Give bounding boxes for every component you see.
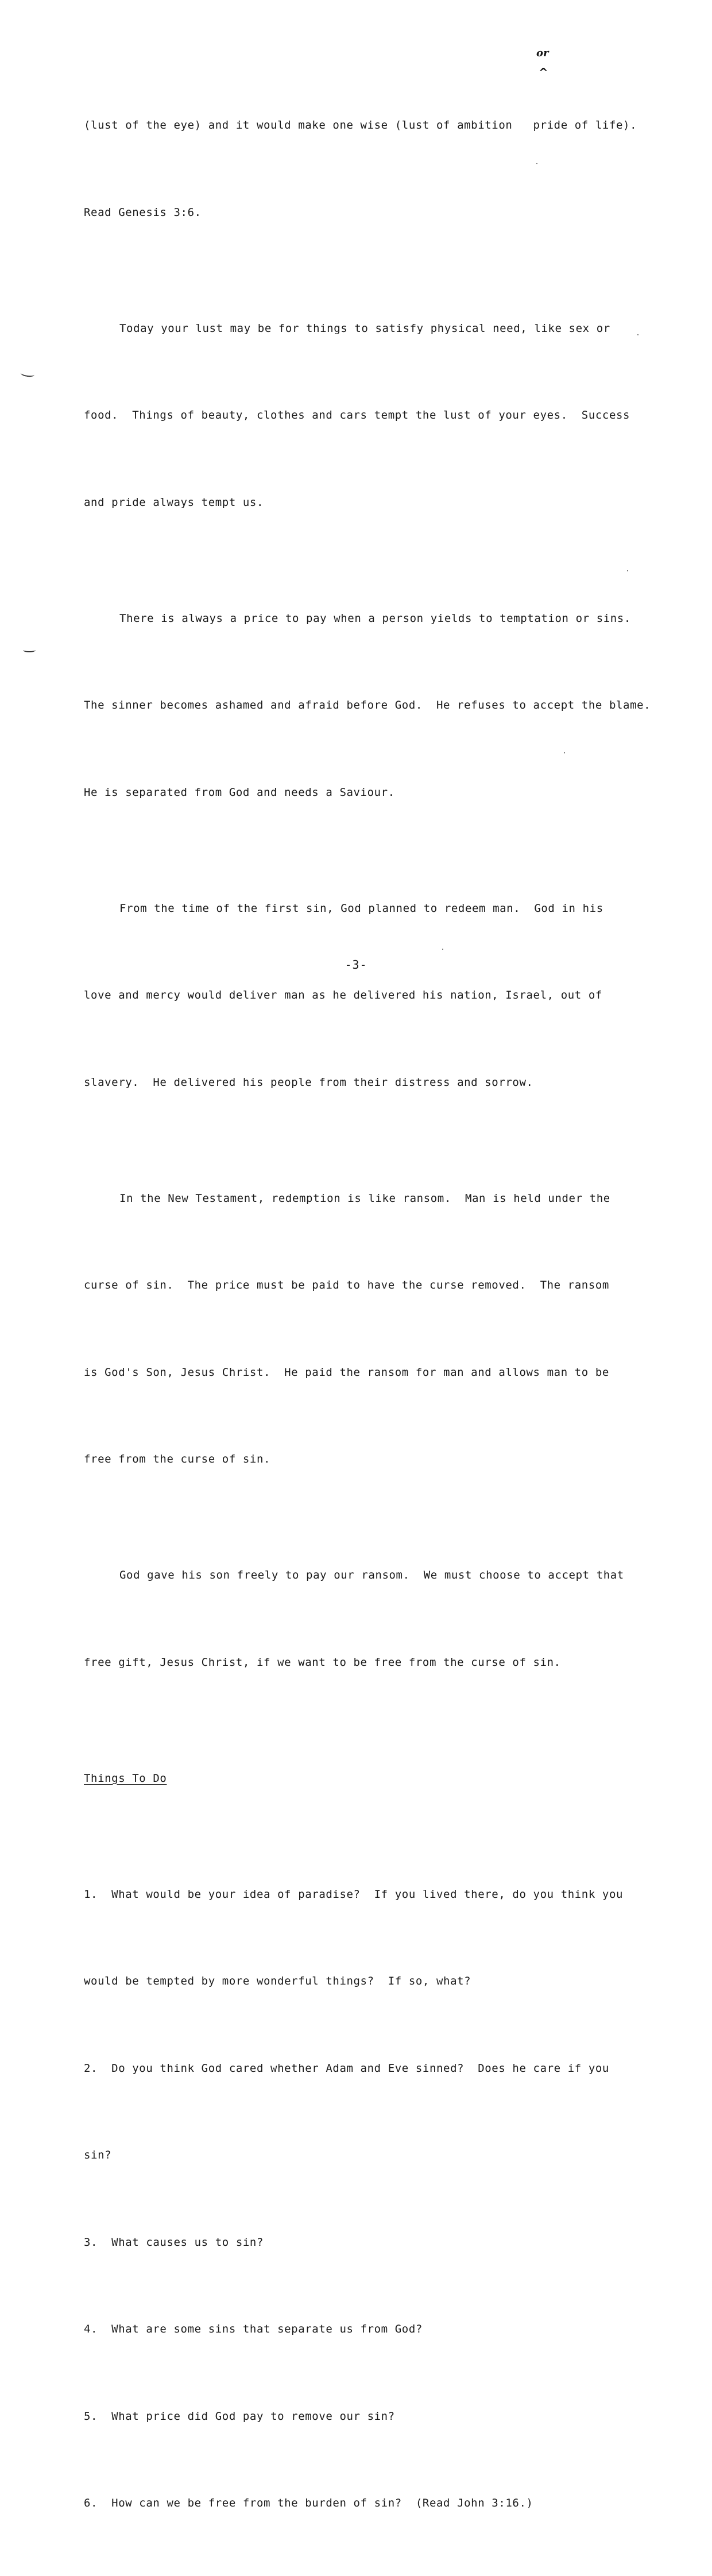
things-to-do-heading bbox=[84, 1764, 681, 1793]
paragraph-4-line-2: love and mercy would deliver man as he delivered his nation, Israel, out of bbox=[84, 989, 602, 1001]
paragraph-6-line-1: God gave his son freely to pay our ransom. We must choose to accept that bbox=[119, 1569, 624, 1581]
page-number: -3- bbox=[345, 958, 367, 972]
caret-insertion-mark: ^ bbox=[539, 65, 548, 79]
scan-speck bbox=[637, 334, 639, 335]
paragraph-5-line-4: free from the curse of sin. bbox=[84, 1453, 271, 1465]
scan-speck bbox=[627, 570, 628, 571]
paragraph-5-line-3: is God's Son, Jesus Christ. He paid the ransom for man and allows man to be bbox=[84, 1366, 609, 1379]
paragraph-1-line-1: (lust of the eye) and it would make one wise (lust of ambition pride of life). bbox=[84, 119, 637, 131]
question-5: 5. What price did God pay to remove our sin? bbox=[84, 2409, 395, 2423]
margin-pen-mark bbox=[20, 370, 34, 377]
margin-pen-mark bbox=[23, 648, 36, 652]
paragraph-5-line-1: In the New Testament, redemption is like ransom. Man is held under the bbox=[119, 1192, 610, 1205]
question-6: 6. How can we be free from the burden of sin? (Read John 3:16.) bbox=[84, 2497, 533, 2509]
paragraph-4-line-1: From the time of the first sin, God planned to redeem man. God in his bbox=[119, 902, 603, 915]
paragraph-3-line-1: There is always a price to pay when a person yields to temptation or sins. bbox=[119, 612, 631, 625]
question-1-line-2: would be tempted by more wonderful things? If so, what? bbox=[84, 1975, 471, 1987]
question-4: 4. What are some sins that separate us from God? bbox=[84, 2323, 423, 2335]
scan-speck bbox=[564, 752, 565, 753]
handwritten-or-annotation: or bbox=[536, 47, 549, 59]
paragraph-5-line-2: curse of sin. The price must be paid to have the curse removed. The ransom bbox=[84, 1279, 609, 1291]
question-1-line-1: 1. What would be your idea of paradise? If you lived there, do you think you bbox=[84, 1887, 624, 1901]
question-3: 3. What causes us to sin? bbox=[84, 2235, 264, 2249]
scan-speck bbox=[442, 949, 443, 950]
paragraph-3-line-2: The sinner becomes ashamed and afraid before God. He refuses to accept the blame. bbox=[84, 699, 651, 711]
paragraph-4-line-3: slavery. He delivered his people from their distress and sorrow. bbox=[84, 1076, 533, 1089]
paragraph-2-line-3: and pride always tempt us. bbox=[84, 496, 264, 509]
question-2-line-1: 2. Do you think God cared whether Adam and Eve sinned? Does he care if you bbox=[84, 2061, 609, 2075]
body-text bbox=[84, 53, 681, 2576]
paragraph-3-line-3: He is separated from God and needs a Saviour. bbox=[84, 786, 395, 799]
paragraph-2-line-1: Today your lust may be for things to satisfy physical need, like sex or bbox=[119, 322, 610, 335]
scan-speck bbox=[536, 163, 537, 164]
paragraph-6-line-2: free gift, Jesus Christ, if we want to be free from the curse of sin. bbox=[84, 1656, 561, 1669]
things-to-do-heading-text: Things To Do bbox=[84, 1772, 167, 1785]
paragraph-2-line-2: food. Things of beauty, clothes and cars tempt the lust of your eyes. Success bbox=[84, 409, 630, 421]
question-2-line-2: sin? bbox=[84, 2149, 112, 2161]
paragraph-1-line-2: Read Genesis 3:6. bbox=[84, 206, 202, 219]
